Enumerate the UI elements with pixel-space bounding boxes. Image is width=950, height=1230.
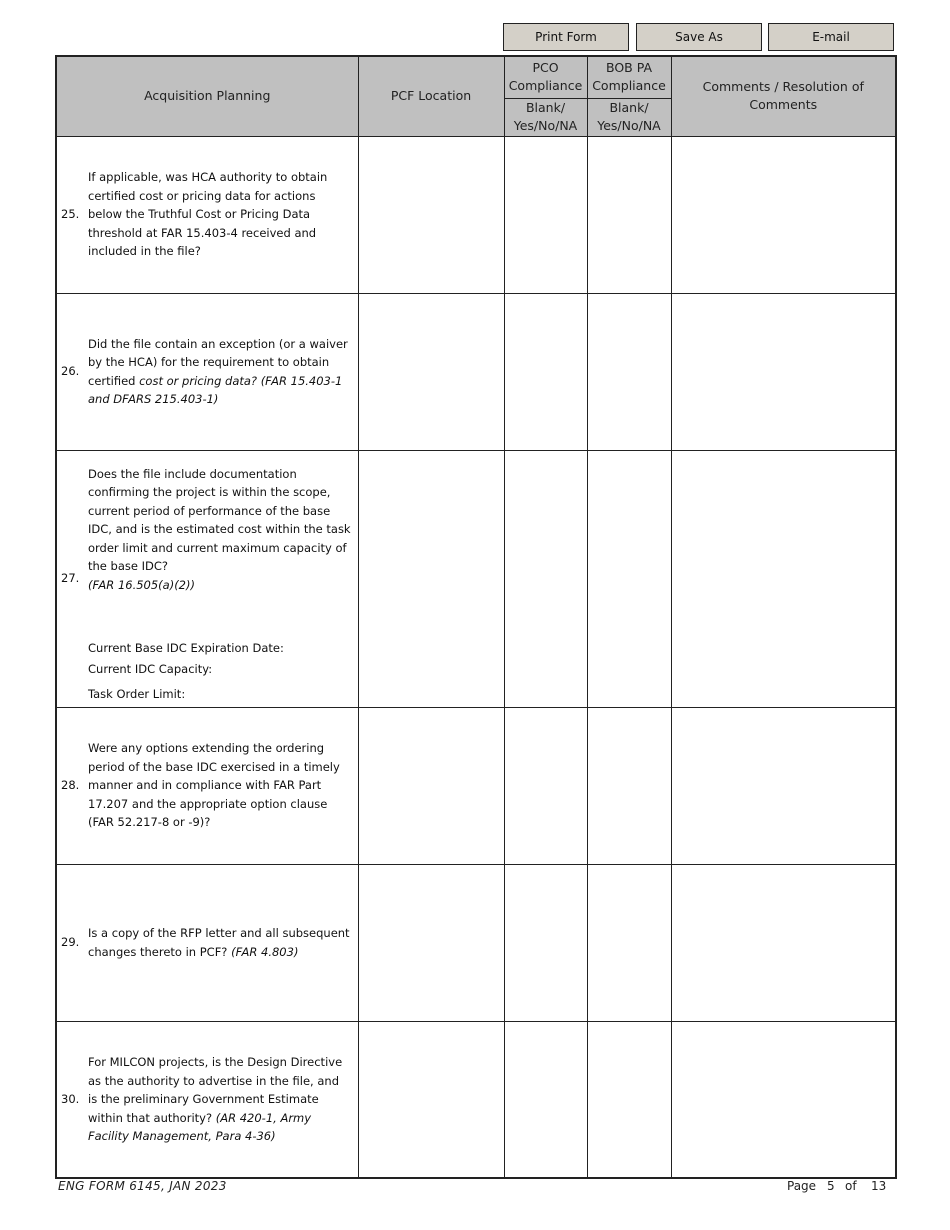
bob-pa-compliance-field[interactable] — [587, 864, 671, 1021]
bob-pa-compliance-field[interactable] — [587, 707, 671, 864]
save-as-button[interactable]: Save As — [636, 23, 762, 51]
pco-compliance-field[interactable] — [504, 136, 587, 293]
pcf-location-field[interactable] — [358, 136, 504, 293]
question-text: If applicable, was HCA authority to obtain certified cost or pricing data for actions below the Truthful Cost or Pricing Data threshold at FAR 15.403-4 received and included in the file? — [88, 170, 328, 259]
header-pcf-location: PCF Location — [358, 56, 504, 136]
question-cell — [56, 136, 358, 293]
header-acquisition-planning: Acquisition Planning — [56, 56, 358, 136]
table-row — [56, 1021, 896, 1178]
question-number: 29. — [61, 935, 80, 950]
pcf-location-field[interactable] — [358, 1021, 504, 1178]
bob-pa-compliance-field[interactable] — [587, 136, 671, 293]
page-of-label: of — [845, 1179, 857, 1193]
question-number: 25. — [61, 207, 80, 222]
question-text: For MILCON projects, is the Design Directive as the authority to advertise in the file, and is the preliminary Government Estimate within that authority? (AR 420-1, Army Facility Management, Para 4-36) — [88, 1055, 343, 1143]
acquisition-planning-table — [55, 55, 897, 1179]
question-text: Were any options extending the ordering period of the base IDC exercised in a timely manner and in compliance with FAR Part 17.207 and the appropriate option clause (FAR 52.217-8 or -9)? — [88, 741, 340, 830]
header-comments: Comments / Resolution of Comments — [671, 56, 896, 136]
page-label: Page — [787, 1179, 817, 1193]
question-cell — [56, 293, 358, 450]
pco-compliance-field[interactable] — [504, 293, 587, 450]
question-cell — [56, 450, 358, 707]
comments-field[interactable] — [671, 1021, 896, 1178]
bob-pa-compliance-field[interactable] — [587, 293, 671, 450]
header-pco-compliance: PCO Compliance — [504, 56, 587, 98]
pcf-location-field[interactable] — [358, 707, 504, 864]
question-number: 26. — [61, 364, 80, 379]
page-indicator — [787, 1179, 886, 1193]
table-row — [56, 136, 896, 293]
question-number: 28. — [61, 778, 80, 793]
question-number: 30. — [61, 1092, 80, 1106]
question-text: Is a copy of the RFP letter and all subsequent changes thereto in PCF? (FAR 4.803) — [88, 926, 350, 959]
comments-field[interactable] — [671, 293, 896, 450]
comments-field[interactable] — [671, 864, 896, 1021]
field-label-task-order-limit: Task Order Limit: — [88, 687, 186, 701]
print-form-button[interactable]: Print Form — [503, 23, 629, 51]
header-bob-subheading: Blank/ Yes/No/NA — [587, 98, 671, 136]
question-citation: (FAR 16.505(a)(2)) — [88, 577, 195, 592]
question-cell — [56, 1021, 358, 1178]
pcf-location-field[interactable] — [358, 450, 504, 707]
bob-pa-compliance-field[interactable] — [587, 450, 671, 707]
field-label-idc-capacity: Current IDC Capacity: — [88, 662, 213, 676]
question-citation: cost or pricing data? (FAR 15.403-1 and DFARS 215.403-1) — [88, 373, 343, 406]
pco-compliance-field[interactable] — [504, 1021, 587, 1178]
bob-pa-compliance-field[interactable] — [587, 1021, 671, 1178]
table-row — [56, 450, 896, 707]
table-row — [56, 293, 896, 450]
question-text: Does the file include documentation confirming the project is within the scope, current period of performance of the base IDC, and is the estimated cost within the task order limit and current maximum capacity of the base IDC? (FAR 16.505(a)(2)) Current Base IDC Expiration Date: Current IDC Capacity: Task Order Limit: — [88, 451, 358, 707]
question-cell — [56, 864, 358, 1021]
email-button[interactable]: E-mail — [768, 23, 894, 51]
pcf-location-field[interactable] — [358, 864, 504, 1021]
pco-compliance-field[interactable] — [504, 707, 587, 864]
header-pco-subheading: Blank/ Yes/No/NA — [504, 98, 587, 136]
question-text: Did the file contain an exception (or a waiver by the HCA) for the requirement to obtain certified cost or pricing data? (FAR 15.403-1 and DFARS 215.403-1) — [88, 336, 348, 406]
question-number: 27. — [61, 571, 80, 586]
comments-field[interactable] — [671, 707, 896, 864]
question-citation: (AR 420-1, Army Facility Management, Para 4-36) — [88, 1110, 312, 1143]
field-label-base-idc-expiration: Current Base IDC Expiration Date: — [88, 641, 284, 655]
pco-compliance-field[interactable] — [504, 450, 587, 707]
pcf-location-field[interactable] — [358, 293, 504, 450]
pco-compliance-field[interactable] — [504, 864, 587, 1021]
page-total: 13 — [871, 1179, 887, 1193]
form-identifier: ENG FORM 6145, JAN 2023 — [58, 1179, 227, 1193]
table-row — [56, 707, 896, 864]
comments-field[interactable] — [671, 450, 896, 707]
page-current: 5 — [827, 1179, 835, 1193]
question-cell — [56, 707, 358, 864]
comments-field[interactable] — [671, 136, 896, 293]
question-citation: (FAR 4.803) — [231, 944, 299, 959]
table-row — [56, 864, 896, 1021]
header-bob-pa-compliance: BOB PA Compliance — [587, 56, 671, 98]
